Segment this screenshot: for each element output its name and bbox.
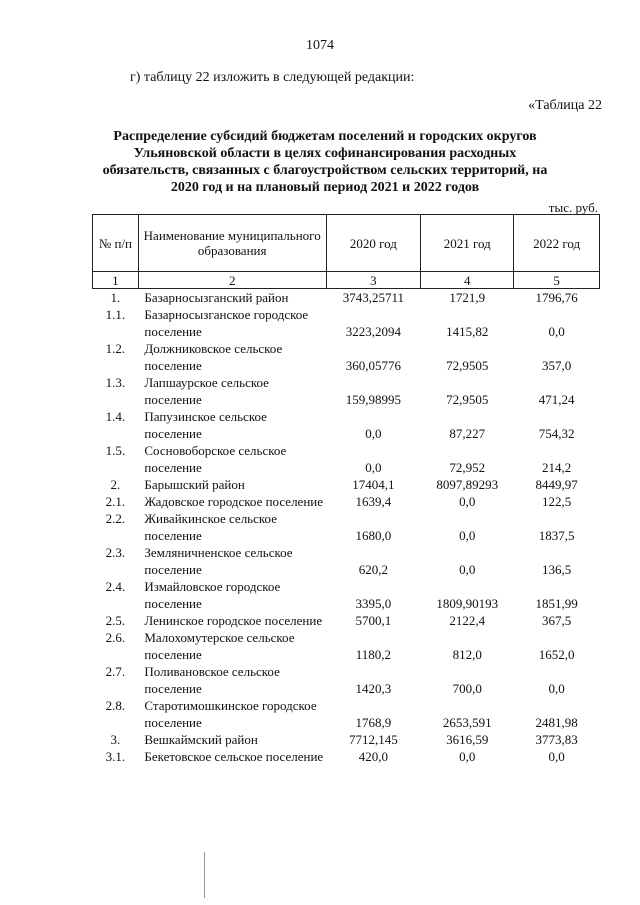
value-2020: 3395,0 <box>355 596 392 611</box>
row-number: 2. <box>110 477 121 492</box>
table-row <box>93 306 600 340</box>
value-2021: 0,0 <box>459 749 476 764</box>
table-row <box>93 493 600 510</box>
subsidy-table <box>92 214 600 765</box>
value-2022: 214,2 <box>541 460 572 475</box>
value-2022: 1851,99 <box>535 596 578 611</box>
row-name: Лапшаурское сельское поселение <box>144 375 269 407</box>
header-name: Наименование муниципального образования <box>138 215 326 272</box>
row-name: Базарносызганский район <box>144 290 289 305</box>
value-2020: 360,05776 <box>345 358 402 373</box>
column-number: 1 <box>93 272 139 289</box>
column-number: 5 <box>514 272 600 289</box>
value-2020: 0,0 <box>365 426 382 441</box>
table-row <box>93 663 600 697</box>
row-number: 2.1. <box>105 494 126 509</box>
header-2020: 2020 год <box>326 215 421 272</box>
units-label: тыс. руб. <box>548 200 598 215</box>
row-name: Живайкинское сельское поселение <box>144 511 277 543</box>
value-2022: 136,5 <box>541 562 572 577</box>
row-name: Барышский район <box>144 477 245 492</box>
value-2022: 754,32 <box>538 426 575 441</box>
table-row <box>93 612 600 629</box>
row-name: Базарносызганское городское поселение <box>144 307 309 339</box>
value-2020: 1639,4 <box>355 494 392 509</box>
value-2022: 471,24 <box>538 392 575 407</box>
row-number: 1. <box>110 290 121 305</box>
row-name: Земляничненское сельское поселение <box>144 545 293 577</box>
value-2022: 357,0 <box>541 358 572 373</box>
value-2022: 367,5 <box>541 613 572 628</box>
value-2021: 812,0 <box>452 647 482 662</box>
row-number: 3.1. <box>105 749 126 764</box>
row-number: 1.2. <box>105 341 126 356</box>
table-row <box>93 748 600 765</box>
row-number: 1.1. <box>105 307 126 322</box>
value-2021: 3616,59 <box>446 732 489 747</box>
row-number: 1.4. <box>105 409 126 424</box>
row-number: 1.5. <box>105 443 126 458</box>
row-number: 2.8. <box>105 698 126 713</box>
value-2021: 8097,89293 <box>436 477 499 492</box>
row-number: 2.7. <box>105 664 126 679</box>
table-row <box>93 289 600 307</box>
intro-text: г) таблицу 22 изложить в следующей редакции: <box>130 70 415 85</box>
value-2020: 620,2 <box>358 562 389 577</box>
value-2022: 122,5 <box>541 494 572 509</box>
table-row <box>93 629 600 663</box>
value-2021: 72,9505 <box>446 358 489 373</box>
row-number: 2.4. <box>105 579 126 594</box>
value-2020: 7712,145 <box>349 732 398 747</box>
row-number: 2.3. <box>105 545 126 560</box>
value-2021: 72,952 <box>449 460 486 475</box>
row-number: 1.3. <box>105 375 126 390</box>
value-2021: 87,227 <box>449 426 486 441</box>
column-number-row <box>93 272 600 289</box>
value-2021: 72,9505 <box>446 392 489 407</box>
value-2022: 0,0 <box>548 681 565 696</box>
table-row <box>93 408 600 442</box>
page-number: 1074 <box>306 38 334 53</box>
value-2021: 2122,4 <box>449 613 486 628</box>
table-row <box>93 442 600 476</box>
value-2020: 1680,0 <box>355 528 392 543</box>
row-name: Поливановское сельское поселение <box>144 664 280 696</box>
value-2022: 0,0 <box>548 324 565 339</box>
value-2020: 1420,3 <box>355 681 392 696</box>
value-2020: 420,0 <box>358 749 389 764</box>
row-name: Должниковское сельское поселение <box>144 341 283 373</box>
header-num: № п/п <box>93 215 139 272</box>
value-2022: 3773,83 <box>535 732 578 747</box>
table-row <box>93 374 600 408</box>
value-2021: 1721,9 <box>449 290 486 305</box>
table-row <box>93 697 600 731</box>
value-2020: 1768,9 <box>355 715 392 730</box>
value-2020: 3743,25711 <box>342 290 405 305</box>
value-2021: 700,0 <box>452 681 482 696</box>
row-number: 3. <box>110 732 121 747</box>
row-name: Измайловское городское поселение <box>144 579 281 611</box>
value-2021: 1809,90193 <box>436 596 499 611</box>
row-name: Жадовское городское поселение <box>144 494 324 509</box>
table-row <box>93 544 600 578</box>
table-title: Распределение субсидий бюджетам поселений и городских округов Ульяновской области в целях софинансирования расходных обязательств, связанных с благоустройством сельских территорий, на 2020 год и на плановый период 2021 и 2022 годов <box>102 129 548 195</box>
row-name: Бекетовское сельское поселение <box>144 749 324 764</box>
value-2021: 0,0 <box>459 562 476 577</box>
row-name: Папузинское сельское поселение <box>144 409 267 441</box>
header-2022: 2022 год <box>514 215 600 272</box>
table-row <box>93 578 600 612</box>
table-row <box>93 476 600 493</box>
row-number: 2.5. <box>105 613 126 628</box>
value-2022: 8449,97 <box>535 477 578 492</box>
column-number: 3 <box>326 272 421 289</box>
row-number: 2.2. <box>105 511 126 526</box>
value-2022: 2481,98 <box>535 715 578 730</box>
value-2022: 0,0 <box>548 749 565 764</box>
row-name: Вешкаймский район <box>144 732 258 747</box>
value-2020: 159,98995 <box>345 392 402 407</box>
margin-mark <box>204 852 205 898</box>
value-2021: 0,0 <box>459 528 476 543</box>
value-2021: 0,0 <box>459 494 476 509</box>
table-label: «Таблица 22 <box>528 98 602 113</box>
row-name: Ленинское городское поселение <box>144 613 323 628</box>
value-2020: 5700,1 <box>355 613 392 628</box>
value-2020: 17404,1 <box>352 477 395 492</box>
row-number: 2.6. <box>105 630 126 645</box>
value-2022: 1652,0 <box>538 647 575 662</box>
table-row <box>93 340 600 374</box>
table-row <box>93 510 600 544</box>
row-name: Малохомутерское сельское поселение <box>144 630 295 662</box>
value-2022: 1796,76 <box>535 290 578 305</box>
row-name: Сосновоборское сельское поселение <box>144 443 287 475</box>
value-2020: 3223,2094 <box>345 324 402 339</box>
table-body <box>93 289 600 766</box>
column-number: 4 <box>421 272 514 289</box>
value-2020: 1180,2 <box>355 647 392 662</box>
header-row <box>93 215 600 272</box>
row-name: Старотимошкинское городское поселение <box>144 698 317 730</box>
column-number: 2 <box>138 272 326 289</box>
value-2021: 1415,82 <box>446 324 489 339</box>
value-2020: 0,0 <box>365 460 382 475</box>
table-row <box>93 731 600 748</box>
value-2022: 1837,5 <box>538 528 575 543</box>
header-2021: 2021 год <box>421 215 514 272</box>
value-2021: 2653,591 <box>442 715 492 730</box>
